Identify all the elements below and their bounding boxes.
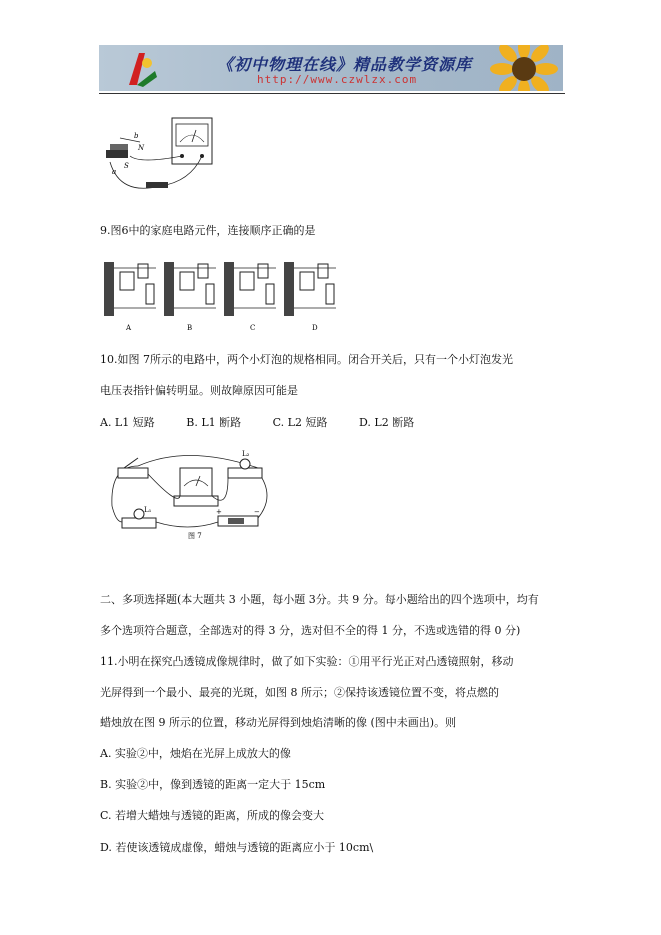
circuit-label-c: C [250, 324, 256, 332]
svg-text:N: N [138, 144, 145, 152]
q9-text: 9.图6中的家庭电路元件，连接顺序正确的是 [100, 224, 316, 237]
circuit-label-a: A [126, 324, 132, 332]
q10-option-d: D. L2 断路 [358, 416, 415, 429]
circuit-option-b [164, 262, 216, 316]
q11-option-a: A. 实验②中，烛焰在光屏上成放大的像 [100, 747, 291, 760]
household-circuit-figure [100, 258, 340, 336]
q10-option-b: B. L1 断路 [186, 416, 242, 429]
circuit-option-d [284, 262, 336, 316]
lamp-l1-label: L₁ [144, 506, 152, 514]
section2-line2: 多个选项符合题意，全部选对的得 3 分，选对但不全的得 1 分，不选或选错的得 0 分) [100, 624, 521, 637]
q10-line1: 10.如图 7所示的电路中，两个小灯泡的规格相同。闭合开关后，只有一个小灯泡发光 [100, 353, 513, 366]
q11-line2: 光屏得到一个最小、最亮的光斑，如图 8 所示；②保持该透镜位置不变，将点燃的 [100, 686, 499, 699]
svg-text:S: S [124, 162, 129, 170]
svg-text:a: a [112, 168, 117, 176]
q11-line1: 11.小明在探究凸透镜成像规律时，做了如下实验：①用平行光正对凸透镜照射，移动 [100, 655, 514, 668]
q11-option-d: D. 若使该透镜成虚像，蜡烛与透镜的距离应小于 10cm\ [100, 841, 374, 854]
q10-option-c: C. L2 短路 [272, 416, 328, 429]
figure-7-circuit [108, 446, 278, 542]
logo-icon [121, 49, 161, 89]
header-rule [99, 93, 565, 94]
header-banner [99, 45, 563, 91]
galvanometer-figure [100, 112, 220, 196]
q10-line2: 电压表指针偏转明显。则故障原因可能是 [100, 384, 298, 397]
q10-options [100, 416, 442, 430]
q11-option-c: C. 若增大蜡烛与透镜的距离，所成的像会变大 [100, 809, 325, 822]
q10-option-a: A. L1 短路 [100, 416, 155, 429]
figure-7-caption: 图 7 [188, 532, 202, 540]
circuit-label-d: D [312, 324, 318, 332]
section2-line1: 二、多项选择题(本大题共 3 小题，每小题 3分。共 9 分。每小题给出的四个选项中，均有 [100, 593, 539, 606]
svg-text:−: − [254, 508, 260, 516]
q11-line3: 蜡烛放在图 9 所示的位置，移动光屏得到烛焰清晰的像 (图中未画出)。则 [100, 716, 457, 729]
svg-text:b: b [134, 132, 139, 140]
circuit-label-b: B [187, 324, 193, 332]
circuit-option-c [224, 262, 276, 316]
banner-url[interactable]: http://www.czwlzx.com [257, 73, 418, 86]
sunflower-icon [489, 45, 559, 91]
svg-text:+: + [216, 508, 222, 516]
lamp-l2-label: L₂ [242, 450, 250, 458]
circuit-option-a [104, 262, 156, 316]
q11-option-b: B. 实验②中，像到透镜的距离一定大于 15cm [100, 778, 326, 791]
banner-title: 《初中物理在线》精品教学资源库 [217, 55, 473, 74]
